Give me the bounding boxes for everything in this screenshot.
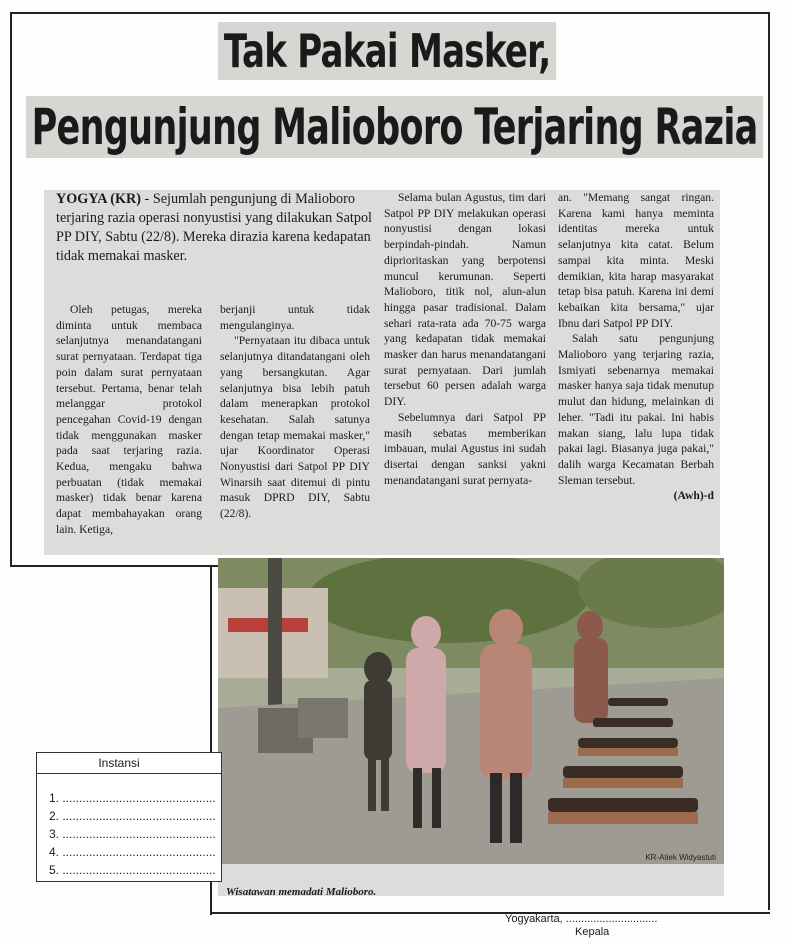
frame-bottom [210, 912, 770, 914]
form-line-5[interactable]: 5. .............................................. [49, 863, 216, 877]
column-1 [56, 302, 202, 538]
form-line-4[interactable]: 4. .............................................. [49, 845, 216, 859]
frame-right [768, 12, 770, 910]
footer-signature-label: Kepala [575, 926, 610, 938]
headline-line2: Pengunjung Malioboro Terjaring Razia [26, 96, 763, 158]
col3-paragraph-2: Sebelumnya dari Satpol PP masih sebatas memberikan imbauan, mulai Agustus ini sudah disertai dengan sanksi yakni menandatangani surat pernyata- [384, 410, 546, 487]
column-3 [384, 190, 546, 488]
article-body [44, 190, 720, 555]
photo-caption [218, 864, 724, 896]
col4-paragraph-1: an. "Memang sangat ringan. Karena kami hanya meminta identitas mereka untuk selanjutnya kita catat. Belum sampai kita minta. Meski demikian, kita harap masyarakat tetap bisa patuh. Karena ini demi kebaikan kita bersama," ujar Ibnu dari Satpol PP DIY. [558, 191, 714, 330]
col2-paragraph-1: berjanji untuk tidak mengulanginya. [220, 303, 370, 332]
frame-top [10, 12, 770, 14]
form-line-1[interactable]: 1. .............................................. [49, 791, 216, 805]
clipping-form [36, 752, 222, 882]
column-4 [558, 190, 714, 504]
col2-paragraph-2: "Pernyataan itu dibaca untuk selanjutnya ditandatangani oleh yang bersangkutan. Agar selanjutnya bisa lebih patuh dalam menerapkan protokol kesehatan. Salah satunya dengan tetap memakai masker," ujar Koordinator Operasi Nonyustisi dari Satpol PP DIY Winarsih saat ditemui di pintu masuk DPRD DIY, Sabtu (22/8). [220, 334, 370, 521]
lead-text: - Sejumlah pengunjung di Malioboro terjaring razia operasi nonyustisi yang dilakukan Satpol PP DIY, Sabtu (22/8). Mereka dirazia karena kedapatan tidak memakai masker. [56, 191, 372, 264]
col1-paragraph: Oleh petugas, mereka diminta untuk membaca selanjutnya menandatangani surat pernyataan. Terdapat tiga poin dalam surat pernyataan tersebut. Pertama, benar telah melanggar protokol pencegahan Covid-19 dengan tidak menggunakan masker pada saat terjaring razia. Kedua, mengaku bahwa perbuatan (tidak memakai masker) tidak benar karena dapat membahayakan orang lain. Ketiga, [56, 303, 202, 536]
column-2 [220, 302, 370, 522]
form-line-2[interactable]: 2. .............................................. [49, 809, 216, 823]
col3-paragraph-1: Selama bulan Agustus, tim dari Satpol PP DIY melakukan operasi nonyustisi dengan lokasi berpindah-pindah. Namun diprioritaskan yang berpotensi muncul kerumunan. Seperti Malioboro, titik nol, alun-alun hingga pasar tradisional. Dalam sehari rata-rata ada 70-75 warga yang kedapatan tidak memakai masker dan harus menandatangani surat pernyataan. Dari jumlah tersebut 60 persen adalah warga DIY. [384, 191, 546, 409]
footer-place-date: Yogyakarta, .............................. [505, 913, 658, 925]
frame-mid [10, 565, 218, 567]
frame-left [10, 12, 12, 566]
col4-paragraph-2: Salah satu pengunjung Malioboro yang terjaring razia, Ismiyati sebenarnya memakai masker hanya saja tidak menutup mulut dan hidung, melainkan di leher. "Tadi itu pakai. Ini habis makan siang, lalu lupa tidak pakai lagi. Biasanya juga pakai," dalih warga Kecamatan Berbah Sleman tersebut. [558, 332, 714, 487]
form-line-3[interactable]: 3. .............................................. [49, 827, 216, 841]
street-scene-illustration [218, 558, 724, 864]
author-signoff: (Awh)-d [673, 489, 714, 503]
news-photo [218, 558, 724, 864]
dateline: YOGYA (KR) [56, 191, 141, 207]
form-heading: Instansi [37, 753, 221, 774]
headline-line1: Tak Pakai Masker, [218, 22, 556, 80]
photo-credit: KR-Atiek Widyastuti [645, 853, 716, 862]
photo-caption-text: Wisatawan memadati Malioboro. [226, 886, 377, 898]
lead-paragraph [56, 190, 386, 266]
